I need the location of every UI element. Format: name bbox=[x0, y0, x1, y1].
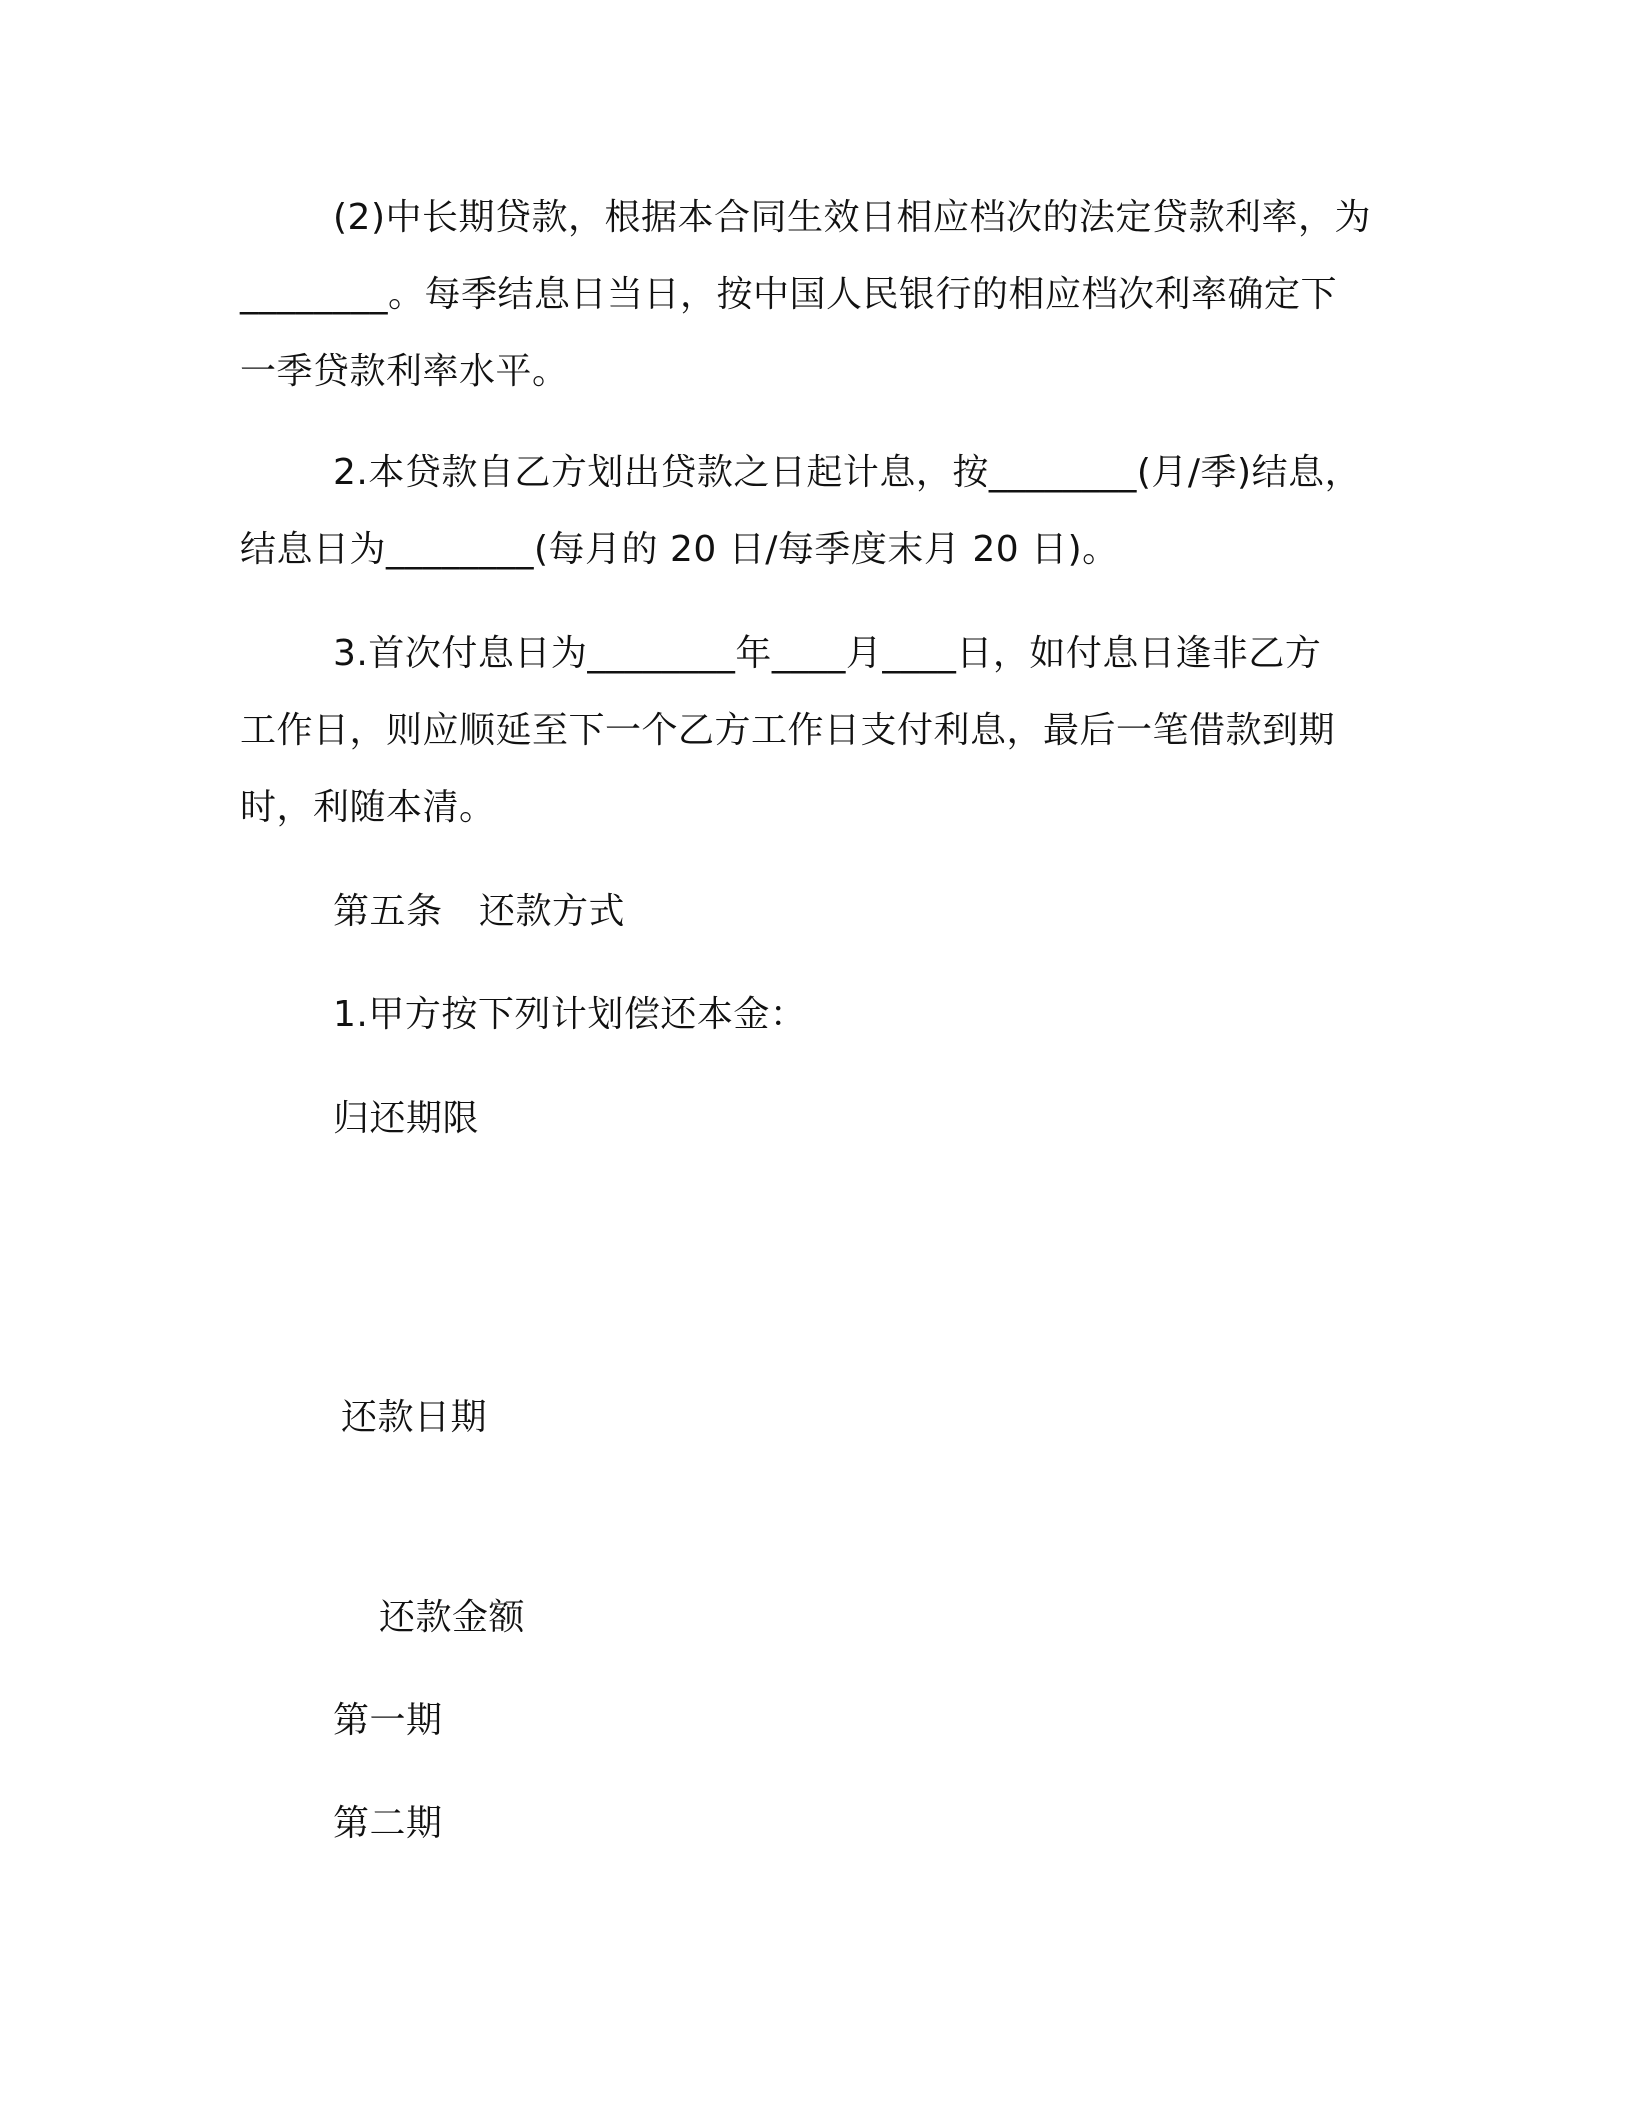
paragraph-2-line-2: ________。每季结息日当日，按中国人民银行的相应档次利率确定下 bbox=[240, 274, 1338, 315]
repayment-plan-intro: 1.甲方按下列计划偿还本金： bbox=[333, 994, 807, 1035]
period-2-label: 第二期 bbox=[333, 1803, 443, 1844]
clause-2-line-2: 结息日为________(每月的 20 日/每季度末月 20 日)。 bbox=[240, 529, 1119, 570]
clause-2-line-1: 2.本贷款自乙方划出贷款之日起计息，按________(月/季)结息， bbox=[333, 452, 1362, 493]
label-repayment-amount: 还款金额 bbox=[379, 1597, 526, 1638]
paragraph-2-line-3: 一季贷款利率水平。 bbox=[240, 351, 569, 392]
clause-3-line-1: 3.首次付息日为________年____月____日，如付息日逢非乙方 bbox=[333, 633, 1322, 674]
label-repayment-term: 归还期限 bbox=[333, 1098, 480, 1139]
clause-3-line-2: 工作日，则应顺延至下一个乙方工作日支付利息，最后一笔借款到期 bbox=[240, 710, 1336, 751]
period-1-label: 第一期 bbox=[333, 1700, 443, 1741]
paragraph-2-line-1: (2)中长期贷款，根据本合同生效日相应档次的法定贷款利率，为 bbox=[333, 197, 1371, 238]
article-5-heading: 第五条 还款方式 bbox=[333, 891, 626, 932]
clause-3-line-3: 时，利随本清。 bbox=[240, 787, 496, 828]
label-repayment-date: 还款日期 bbox=[341, 1397, 488, 1438]
